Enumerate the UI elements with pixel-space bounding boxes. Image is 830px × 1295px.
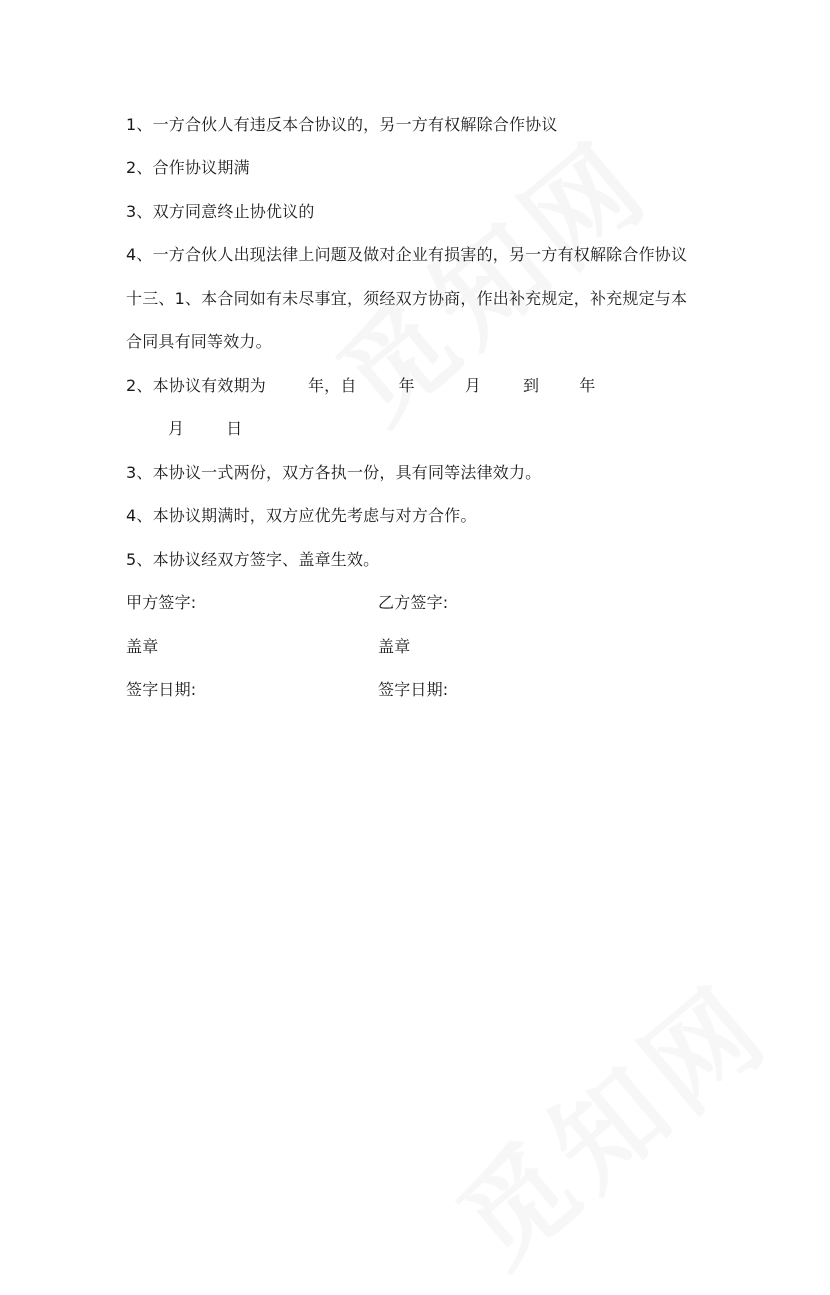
validity-end-year: 年: [579, 376, 596, 395]
validity-prefix: 2、本协议有效期为: [126, 376, 266, 395]
clause-legal-issue: 4、一方合伙人出现法律上问题及做对企业有损害的，另一方有权解除合作协议: [126, 245, 688, 264]
party-a-signature-label: 甲方签字:: [126, 593, 197, 612]
party-b-date-label: 签字日期:: [378, 680, 449, 699]
watermark: [300, 99, 677, 451]
section-thirteen-item-1-cont: 合同具有同等效力。: [126, 332, 272, 351]
party-b-seal-label: 盖章: [378, 637, 411, 656]
clause-mutual-termination: 3、双方同意终止协优议的: [126, 202, 315, 221]
validity-period-line-2: [168, 418, 242, 440]
validity-to: 到: [523, 376, 540, 395]
validity-year-from: 年，自: [307, 376, 357, 395]
validity-period-line: [126, 375, 595, 397]
validity-end-month: 月: [168, 419, 185, 438]
party-a-date-label: 签字日期:: [126, 680, 197, 699]
party-a-seal-label: 盖章: [126, 637, 159, 656]
clause-terminate-breach: 1、一方合伙人有违反本合协议的，另一方有权解除合作协议: [126, 115, 558, 134]
watermark-bottom: [420, 943, 797, 1295]
validity-start-year: 年: [398, 376, 415, 395]
party-b-signature-label: 乙方签字:: [378, 593, 449, 612]
clause-copies: 3、本协议一式两份，双方各执一份，具有同等法律效力。: [126, 463, 542, 482]
section-thirteen-item-1: 十三、1、本合同如有未尽事宜，须经双方协商，作出补充规定，补充规定与本: [126, 289, 688, 308]
clause-effective: 5、本协议经双方签字、盖章生效。: [126, 550, 380, 569]
validity-start-month: 月: [464, 376, 481, 395]
clause-priority-renewal: 4、本协议期满时，双方应优先考虑与对方合作。: [126, 506, 477, 525]
clause-term-expiry: 2、合作协议期满: [126, 158, 250, 177]
validity-end-day: 日: [226, 419, 243, 438]
